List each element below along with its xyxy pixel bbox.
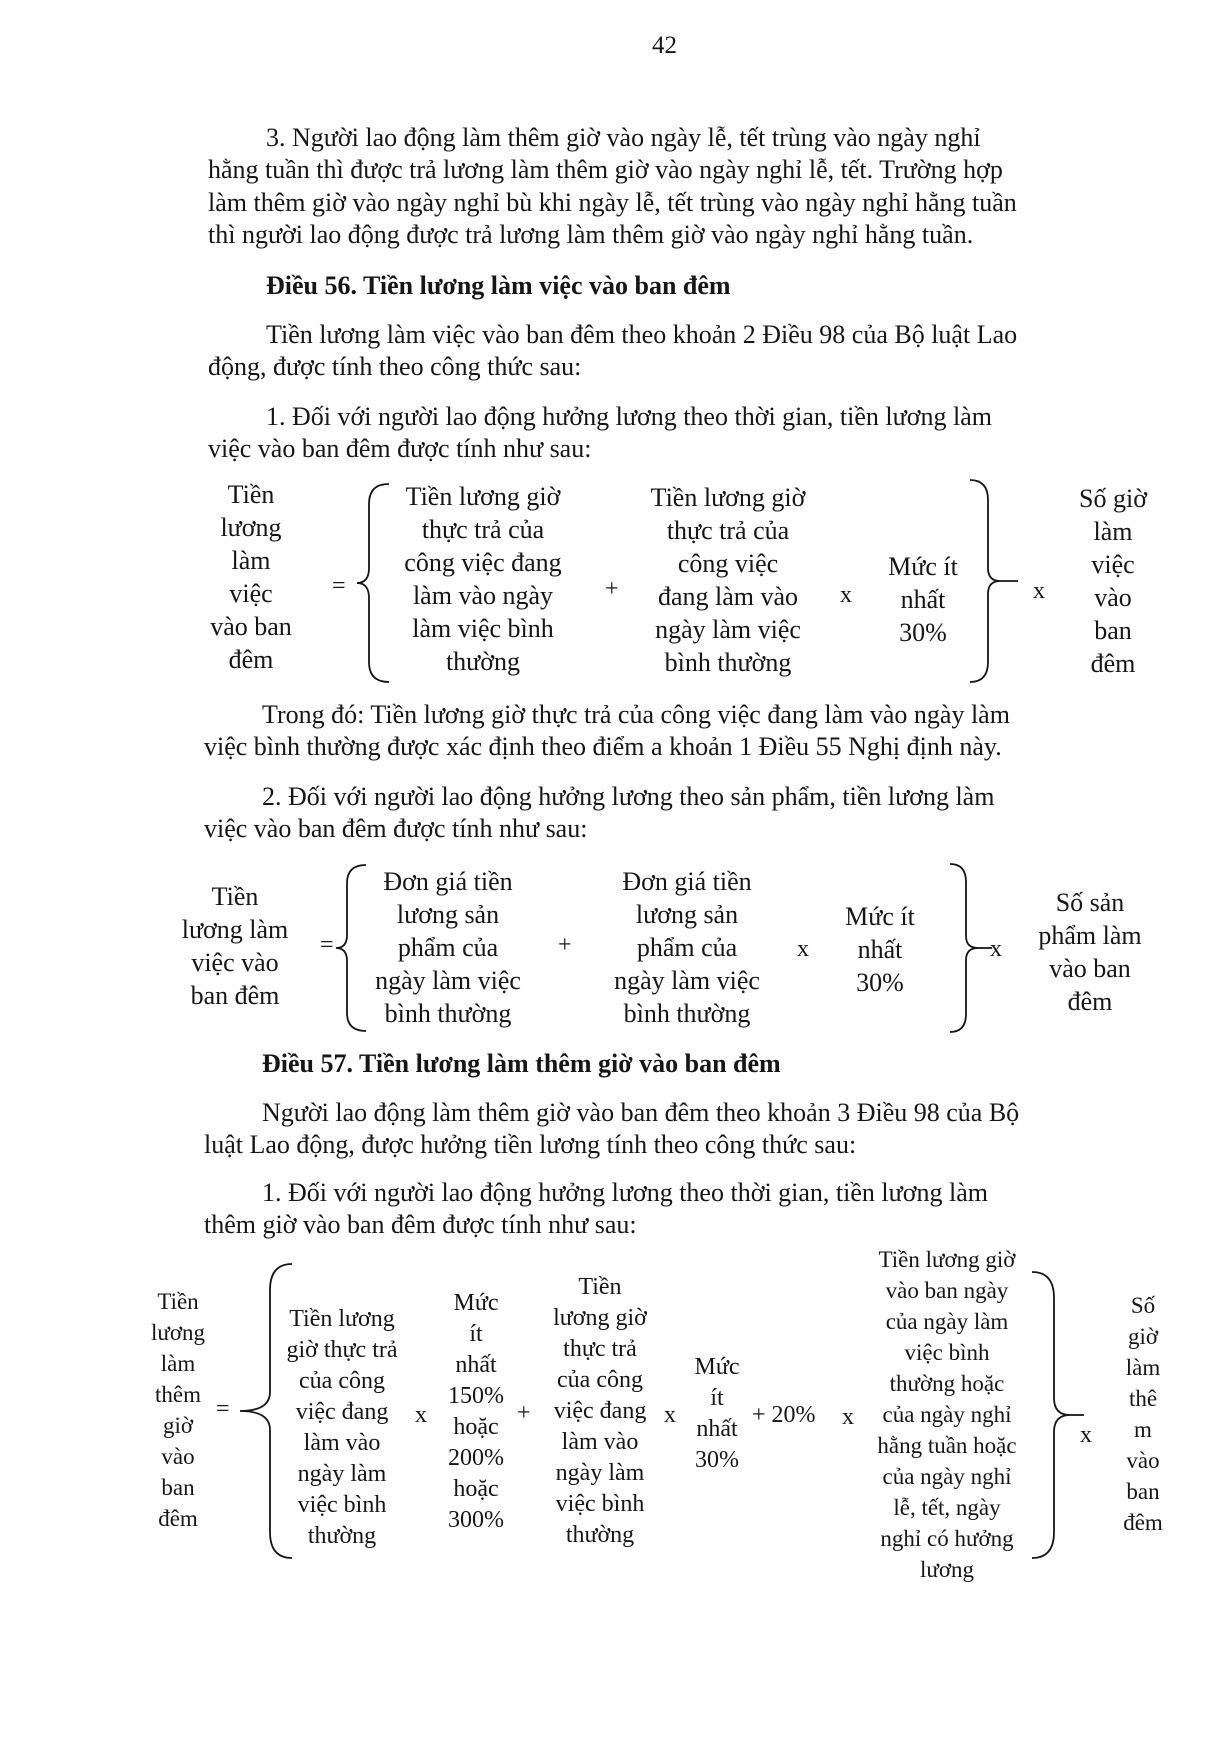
- formula-3-term-d-line: Mức: [694, 1354, 740, 1380]
- formula-2-times-sign: x: [990, 936, 1002, 962]
- formula-3-term-b-line: hoặc: [453, 1414, 499, 1440]
- formula-3-term-c-line: lương giờ: [553, 1305, 647, 1331]
- formula-3-term-e-line: vào ban ngày: [885, 1278, 1009, 1303]
- article-57-clause-1-line-2: thêm giờ vào ban đêm được tính như sau:: [204, 1210, 637, 1239]
- article-56-heading: Điều 56. Tiền lương làm việc vào ban đêm: [266, 271, 731, 300]
- formula-3-plus-sign: +: [517, 1400, 531, 1426]
- formula-3-term-f-line: giờ: [1127, 1324, 1159, 1349]
- formula-3-lhs-line: ban: [161, 1475, 195, 1500]
- formula-2-term-c: [830, 900, 930, 999]
- formula-1-term-b-line: thực trả của: [666, 516, 790, 545]
- formula-3-term-c-line: của công: [557, 1367, 643, 1393]
- formula-2-term-d: [1020, 886, 1160, 1018]
- formula-2-term-c-line: nhất: [857, 935, 903, 964]
- formula-1-term-c-line: nhất: [900, 585, 946, 614]
- formula-3-lhs: [138, 1286, 218, 1534]
- article-57-clause-1-line-1: 1. Đối với người lao động hưởng lương theo thời gian, tiền lương làm: [262, 1178, 988, 1207]
- formula-3-term-e-line: lễ, tết, ngày: [893, 1495, 1001, 1520]
- article-56-intro-line-2: động, được tính theo công thức sau:: [208, 352, 582, 381]
- formula-1-term-d-line: việc: [1091, 550, 1135, 579]
- formula-3-term-a-line: của công: [299, 1368, 385, 1394]
- formula-3-term-e-line: của ngày làm: [885, 1309, 1009, 1334]
- article-57-heading: Điều 57. Tiền lương làm thêm giờ vào ban đêm: [262, 1049, 781, 1078]
- formula-3-term-c-line: việc bình: [555, 1491, 645, 1517]
- formula-3-term-c-line: Tiền: [578, 1274, 622, 1300]
- formula-3-term-e-line: lương: [919, 1557, 975, 1582]
- article-57-intro-line-1: Người lao động làm thêm giờ vào ban đêm theo khoản 3 Điều 98 của Bộ: [262, 1098, 1020, 1127]
- formula-3-times-sign: x: [415, 1402, 427, 1428]
- article-56-clause-1-line-2: việc vào ban đêm được tính như sau:: [208, 434, 592, 463]
- formula-2-term-a-line: phẩm của: [397, 933, 499, 962]
- paragraph-3-line-1: 3. Người lao động làm thêm giờ vào ngày lễ, tết trùng vào ngày nghỉ: [266, 123, 981, 152]
- formula-2-term-a-line: lương sản: [396, 900, 500, 929]
- formula-3-term-a-line: ngày làm: [297, 1461, 387, 1487]
- formula-3-times-sign: x: [1080, 1422, 1092, 1448]
- formula-3-lhs-line: vào: [161, 1444, 195, 1469]
- formula-3-term-e-line: việc bình: [904, 1340, 990, 1365]
- formula-3-lhs-line: làm: [160, 1351, 196, 1376]
- formula-2-term-d-line: đêm: [1067, 987, 1113, 1016]
- formula-3-term-d-line: nhất: [696, 1416, 738, 1442]
- formula-3-lhs-line: lương: [150, 1320, 206, 1345]
- formula-2-term-b: [592, 865, 782, 1030]
- formula-1-lhs-line: đêm: [228, 645, 274, 674]
- formula-1-lhs-line: Tiền: [227, 480, 275, 509]
- article-57-intro-line-2: luật Lao động, được hưởng tiền lương tính theo công thức sau:: [204, 1130, 857, 1159]
- formula-3-term-c-line: thường: [565, 1522, 635, 1548]
- formula-1-note-line-2: việc bình thường được xác định theo điểm a khoản 1 Điều 55 Nghị định này.: [204, 732, 1002, 761]
- formula-3-term-f-line: đêm: [1123, 1510, 1163, 1535]
- formula-1-lhs-line: làm: [231, 546, 271, 575]
- formula-1-term-a-line: làm việc bình: [412, 614, 554, 643]
- formula-2-lhs: [160, 880, 310, 1012]
- formula-2-equals-sign: =: [320, 932, 334, 958]
- formula-3-term-f-line: m: [1134, 1417, 1152, 1442]
- formula-1-lhs: [196, 478, 306, 676]
- formula-2-term-b-line: Đơn giá tiền: [622, 867, 752, 896]
- paragraph-3-line-3: làm thêm giờ vào ngày nghỉ bù khi ngày lễ, tết trùng vào ngày nghỉ hằng tuần: [208, 188, 1017, 217]
- formula-3-term-b-line: ít: [469, 1321, 483, 1347]
- page-number: 42: [652, 32, 677, 59]
- formula-1-term-d-line: đêm: [1090, 649, 1136, 678]
- formula-1-right-brace: [968, 478, 1020, 684]
- formula-1-term-d-line: làm: [1093, 517, 1133, 546]
- formula-3-term-f-line: thê: [1128, 1386, 1158, 1411]
- formula-1-term-a-line: công việc đang: [404, 548, 562, 577]
- formula-3-term-c-line: ngày làm: [555, 1460, 645, 1486]
- formula-3-times-sign: x: [664, 1402, 676, 1428]
- formula-3-term-b-line: 200%: [448, 1445, 504, 1471]
- formula-1-note-line-1: Trong đó: Tiền lương giờ thực trả của công việc đang làm vào ngày làm: [262, 700, 1010, 729]
- formula-3-term-b-line: nhất: [455, 1352, 497, 1378]
- formula-2-term-d-line: phẩm làm: [1038, 921, 1142, 950]
- formula-1-term-a: [378, 480, 588, 678]
- formula-2-term-b-line: ngày làm việc: [614, 966, 760, 995]
- formula-1-equals-sign: =: [332, 573, 346, 599]
- formula-1-term-a-line: thực trả của: [421, 515, 545, 544]
- formula-3-times-sign: x: [842, 1404, 854, 1430]
- formula-3-right-brace: [1030, 1270, 1086, 1560]
- formula-3-lhs-line: giờ: [162, 1413, 194, 1438]
- formula-3-term-a-line: giờ thực trả: [286, 1337, 398, 1363]
- formula-2-plus-sign: +: [558, 932, 572, 958]
- formula-1-lhs-line: lương: [220, 513, 282, 542]
- formula-3-term-a: [272, 1304, 412, 1552]
- formula-3-term-a-line: việc đang: [295, 1399, 389, 1425]
- formula-1-lhs-line: vào ban: [210, 612, 292, 641]
- formula-3-term-d-line: ít: [710, 1385, 724, 1411]
- formula-3-term-f-line: làm: [1125, 1355, 1161, 1380]
- formula-2-term-c-line: 30%: [856, 968, 904, 997]
- formula-1-term-d-line: ban: [1094, 616, 1132, 645]
- formula-3-lhs-line: Tiền: [157, 1289, 199, 1314]
- formula-3-term-b-line: Mức: [453, 1290, 499, 1316]
- article-56-clause-2-line-1: 2. Đối với người lao động hưởng lương theo sản phẩm, tiền lương làm: [262, 782, 995, 811]
- article-56-clause-2-line-2: việc vào ban đêm được tính như sau:: [204, 814, 588, 843]
- formula-3-term-e-line: Tiền lương giờ: [878, 1247, 1016, 1272]
- formula-3-term-c-line: việc đang: [553, 1398, 647, 1424]
- formula-3-term-a-line: việc bình: [297, 1492, 387, 1518]
- formula-2-term-a-line: Đơn giá tiền: [383, 867, 513, 896]
- formula-1-term-b-line: công việc: [677, 549, 779, 578]
- formula-3-term-d-line: 30%: [695, 1447, 739, 1473]
- formula-3-plus-20-percent: + 20%: [752, 1402, 816, 1428]
- formula-3-lhs-line: thêm: [155, 1382, 201, 1407]
- formula-3-term-e-line: của ngày nghỉ: [882, 1464, 1012, 1489]
- formula-1-term-c: [868, 550, 978, 649]
- formula-3-term-a-line: Tiền lương: [289, 1306, 395, 1332]
- paragraph-3-line-2: hằng tuần thì được trả lương làm thêm giờ vào ngày nghỉ lễ, tết. Trường hợp: [208, 155, 1003, 184]
- formula-3-term-e-line: của ngày nghỉ: [882, 1402, 1012, 1427]
- formula-3-lhs-line: đêm: [158, 1506, 198, 1531]
- formula-3-term-b-line: 300%: [448, 1507, 504, 1533]
- formula-2-term-b-line: phẩm của: [636, 933, 738, 962]
- formula-1-term-a-line: thường: [445, 647, 521, 676]
- formula-3-term-c-line: thực trả: [563, 1336, 637, 1362]
- article-56-intro-line-1: Tiền lương làm việc vào ban đêm theo khoản 2 Điều 98 của Bộ luật Lao: [266, 320, 1018, 349]
- formula-1-times-sign: x: [1033, 578, 1045, 604]
- formula-2-times-sign: x: [797, 936, 809, 962]
- formula-3-term-a-line: thường: [307, 1523, 377, 1549]
- formula-1-term-b-line: bình thường: [664, 648, 792, 677]
- formula-2-lhs-line: lương làm: [181, 915, 289, 944]
- formula-1-term-b-line: đang làm vào: [657, 582, 799, 611]
- formula-3-term-d: [684, 1352, 750, 1476]
- formula-2-lhs-line: Tiền: [211, 882, 259, 911]
- formula-2-term-a-line: ngày làm việc: [375, 966, 521, 995]
- formula-1-term-c-line: Mức ít: [888, 552, 958, 581]
- formula-3-term-e-line: nghỉ có hưởng: [880, 1526, 1014, 1551]
- formula-3-term-f-line: vào: [1126, 1448, 1160, 1473]
- formula-3-term-f-line: Số: [1130, 1293, 1156, 1318]
- formula-2-term-b-line: lương sản: [635, 900, 739, 929]
- formula-1-lhs-line: việc: [229, 579, 273, 608]
- formula-3-term-e-line: hằng tuần hoặc: [877, 1433, 1017, 1458]
- formula-1-term-b: [628, 481, 828, 679]
- formula-3-equals-sign: =: [216, 1396, 230, 1422]
- formula-2-right-brace: [948, 862, 994, 1034]
- formula-1-term-d-line: vào: [1094, 583, 1132, 612]
- formula-1-term-b-line: ngày làm việc: [655, 615, 801, 644]
- formula-2-term-a-line: bình thường: [384, 999, 512, 1028]
- article-56-clause-1-line-1: 1. Đối với người lao động hưởng lương theo thời gian, tiền lương làm: [266, 402, 992, 431]
- formula-1-term-c-line: 30%: [899, 618, 947, 647]
- formula-1-times-sign: x: [840, 582, 852, 608]
- formula-2-term-a: [358, 865, 538, 1030]
- formula-1-plus-sign: +: [605, 576, 619, 602]
- formula-3-term-e-line: thường hoặc: [889, 1371, 1005, 1396]
- formula-1-term-d: [1063, 482, 1163, 680]
- formula-1-term-a-line: làm vào ngày: [412, 581, 554, 610]
- formula-3-term-b-line: hoặc: [453, 1476, 499, 1502]
- paragraph-3-line-4: thì người lao động được trả lương làm thêm giờ vào ngày nghỉ hằng tuần.: [208, 220, 974, 249]
- formula-3-term-e: [862, 1244, 1032, 1585]
- formula-3-term-b-line: 150%: [448, 1383, 504, 1409]
- formula-3-term-b: [436, 1288, 516, 1536]
- formula-3-term-a-line: làm vào: [303, 1430, 381, 1456]
- formula-3-term-f-line: ban: [1126, 1479, 1160, 1504]
- formula-2-lhs-line: việc vào: [191, 948, 279, 977]
- formula-1-term-a-line: Tiền lương giờ: [405, 482, 561, 511]
- formula-2-term-d-line: Số sản: [1055, 888, 1125, 917]
- formula-2-term-b-line: bình thường: [623, 999, 751, 1028]
- formula-1-term-b-line: Tiền lương giờ: [650, 483, 806, 512]
- formula-3-term-f: [1108, 1290, 1178, 1538]
- formula-3-term-c: [540, 1272, 660, 1551]
- formula-3-term-c-line: làm vào: [561, 1429, 639, 1455]
- formula-2-term-c-line: Mức ít: [845, 902, 915, 931]
- formula-2-term-d-line: vào ban: [1049, 954, 1131, 983]
- formula-2-lhs-line: ban đêm: [190, 981, 280, 1010]
- formula-1-term-d-line: Số giờ: [1079, 484, 1147, 513]
